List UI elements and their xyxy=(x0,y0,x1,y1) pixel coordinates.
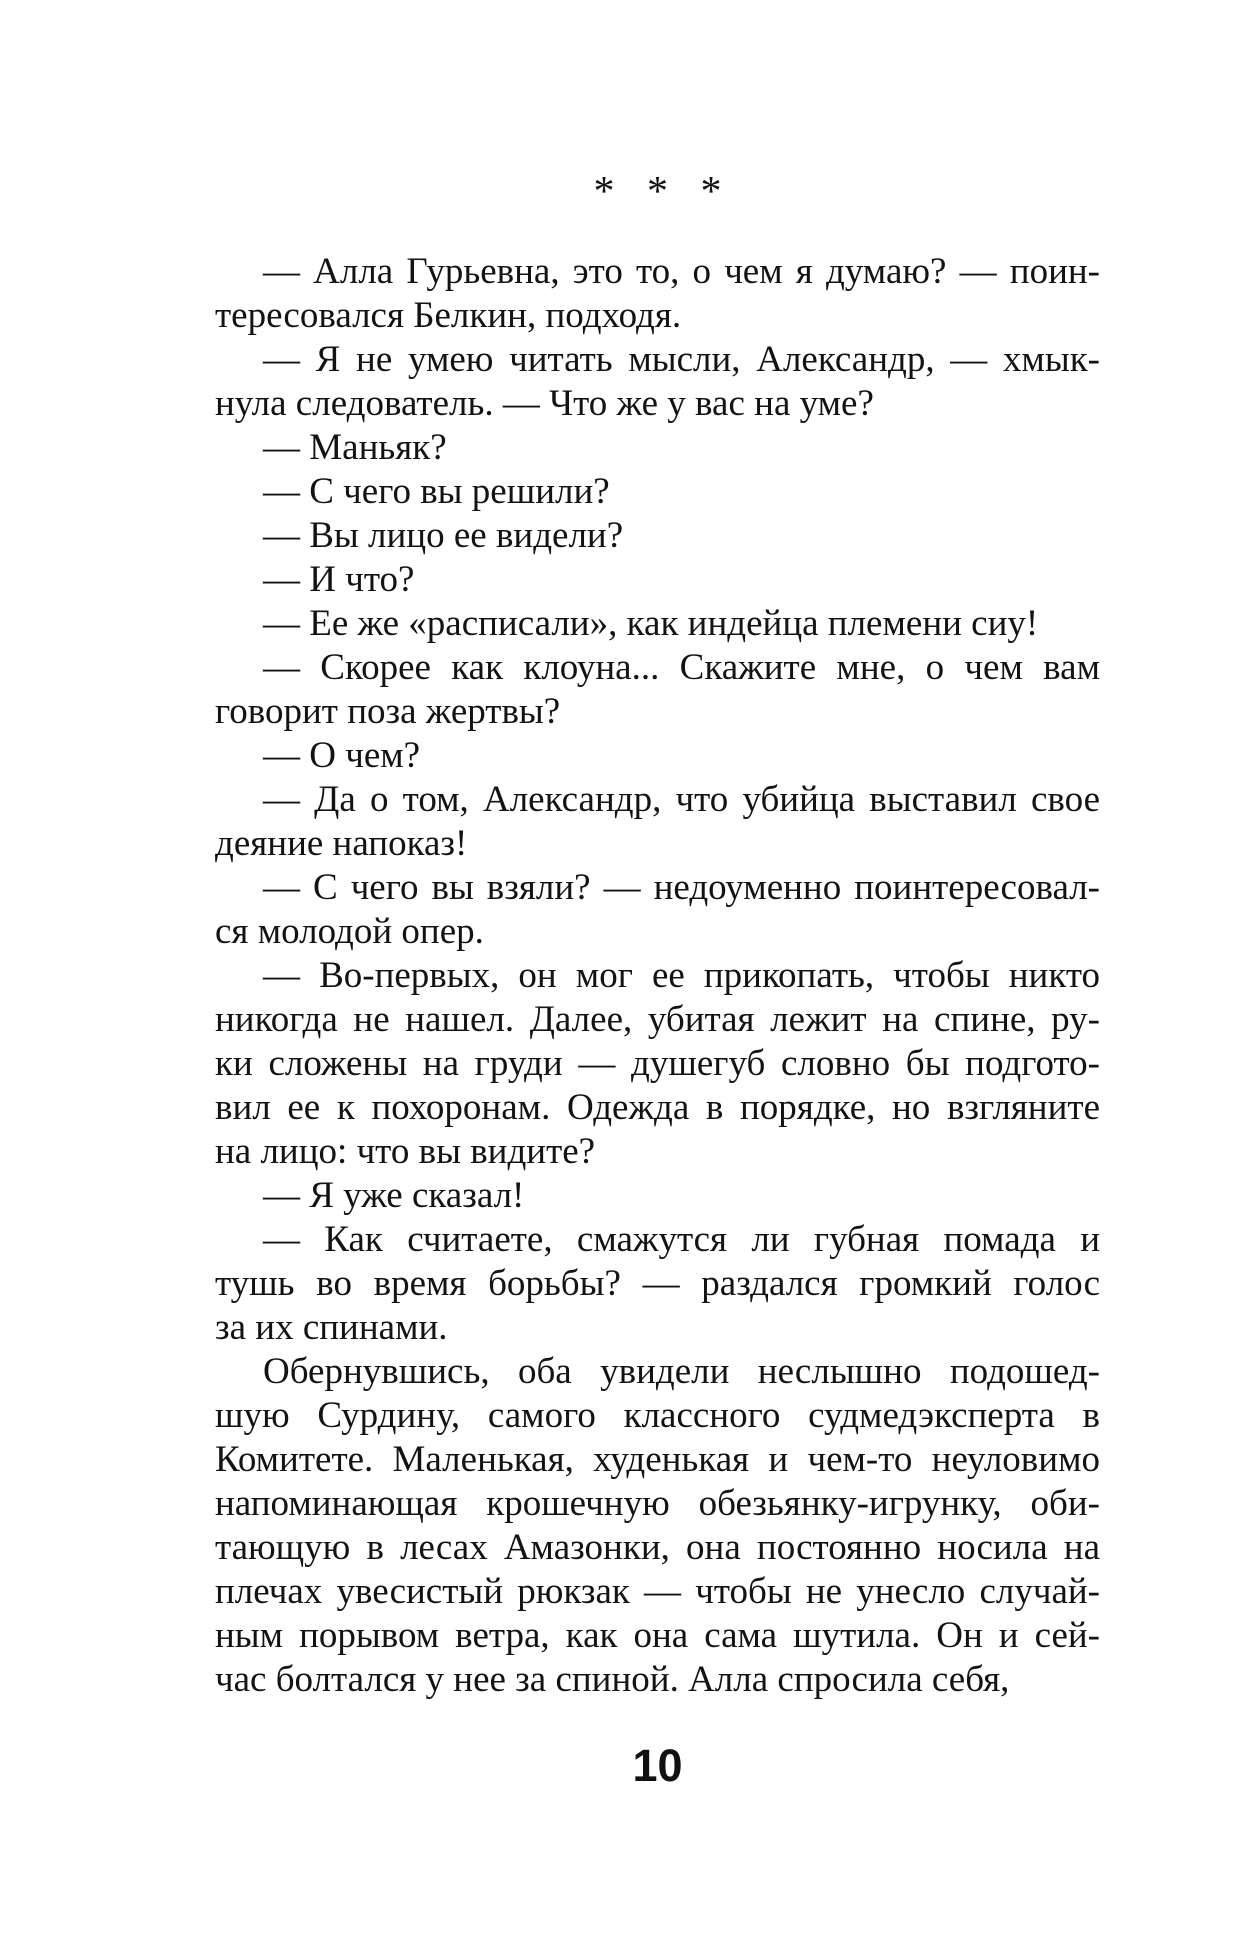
text-line: — С чего вы взяли? — недоуменно поинтересовал- xyxy=(263,867,1100,908)
text-line: — Во-первых, он мог ее прикопать, чтобы никто xyxy=(263,955,1100,996)
text-line: вил ее к похоронам. Одежда в порядке, но взгляните xyxy=(215,1087,1100,1128)
text-line: ным порывом ветра, как она сама шутила. Он и сей- xyxy=(215,1615,1100,1656)
text-line: плечах увесистый рюкзак — чтобы не унесло случай- xyxy=(215,1571,1100,1612)
paragraph xyxy=(215,426,1100,470)
text-line: тушь во время борьбы? — раздался громкий голос xyxy=(215,1263,1100,1304)
paragraph xyxy=(215,778,1100,866)
paragraph xyxy=(215,602,1100,646)
text-line: ки сложены на груди — душегуб словно бы подгото- xyxy=(215,1043,1100,1084)
paragraph xyxy=(215,954,1100,1174)
paragraph xyxy=(215,558,1100,602)
text-line: — И что? xyxy=(263,559,415,600)
paragraph xyxy=(215,734,1100,778)
text-line: — Я не умею читать мысли, Александр, — хмык- xyxy=(263,339,1100,380)
text-line: — Алла Гурьевна, это то, о чем я думаю? — поин- xyxy=(263,251,1100,292)
text-line: говорит поза жертвы? xyxy=(215,691,561,732)
paragraph xyxy=(215,1174,1100,1218)
text-line: на лицо: что вы видите? xyxy=(215,1131,596,1172)
text-line: нула следователь. — Что же у вас на уме? xyxy=(215,383,874,424)
paragraph xyxy=(215,1350,1100,1702)
text-line: никогда не нашел. Далее, убитая лежит на спине, ру- xyxy=(215,999,1100,1040)
paragraph xyxy=(215,866,1100,954)
text-line: — Я уже сказал! xyxy=(263,1175,525,1216)
text-line: — Вы лицо ее видели? xyxy=(263,515,624,556)
paragraph xyxy=(215,250,1100,338)
text-line: — Маньяк? xyxy=(263,427,447,468)
text-line: — С чего вы решили? xyxy=(263,471,610,512)
text-line: тающую в лесах Амазонки, она постоянно носила на xyxy=(215,1527,1100,1568)
paragraph xyxy=(215,514,1100,558)
page-number: 10 xyxy=(632,1740,683,1791)
text-line: Комитете. Маленькая, худенькая и чем-то неуловимо xyxy=(215,1439,1100,1480)
text-line: — Ее же «расписали», как индейца племени сиу! xyxy=(263,603,1039,644)
paragraph xyxy=(215,1218,1100,1350)
text-line: напоминающая крошечную обезьянку-игрунку, оби- xyxy=(215,1483,1100,1524)
text-line: тересовался Белкин, подходя. xyxy=(215,295,682,336)
paragraph xyxy=(215,470,1100,514)
text-line: — Как считаете, смажутся ли губная помада и xyxy=(263,1219,1100,1260)
text-line: деяние напоказ! xyxy=(215,823,468,864)
text-line: — О чем? xyxy=(263,735,421,776)
text-line: — Скорее как клоуна... Скажите мне, о чем вам xyxy=(263,647,1100,688)
text-line: час болтался у нее за спиной. Алла спросила себя, xyxy=(215,1659,1010,1700)
text-line: шую Сурдину, самого классного судмедэксперта в xyxy=(215,1395,1100,1436)
text-line: — Да о том, Александр, что убийца выставил свое xyxy=(263,779,1100,820)
text-block xyxy=(215,250,1100,1702)
text-line: ся молодой опер. xyxy=(215,911,484,952)
paragraph xyxy=(215,646,1100,734)
section-separator: * * * xyxy=(593,169,722,215)
paragraph xyxy=(215,338,1100,426)
text-line: Обернувшись, оба увидели неслышно подошед- xyxy=(263,1351,1100,1392)
text-line: за их спинами. xyxy=(215,1307,448,1348)
